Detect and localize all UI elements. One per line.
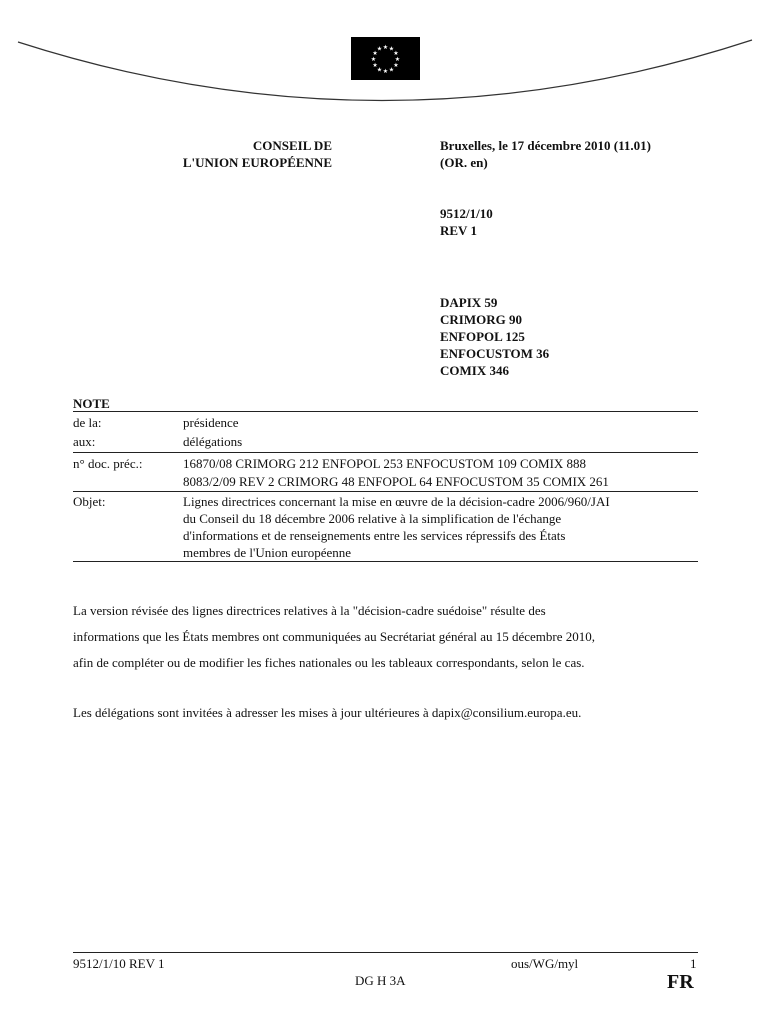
footer-doc-ref: 9512/1/10 REV 1 [73, 956, 165, 971]
date-block [440, 137, 651, 171]
svg-text:★: ★ [388, 66, 395, 74]
prev-doc-value: 8083/2/09 REV 2 CRIMORG 48 ENFOPOL 64 ENFOCUSTOM 35 COMIX 261 [183, 474, 609, 489]
subject-line: du Conseil du 18 décembre 2006 relative à la simplification de l'échange [183, 511, 562, 526]
council-line-2: L'UNION EUROPÉENNE [182, 155, 332, 170]
from-value: présidence [183, 415, 239, 430]
footer-initials: ous/WG/myl [511, 956, 579, 971]
code-item: CRIMORG 90 [440, 312, 522, 327]
prev-doc-value: 16870/08 CRIMORG 212 ENFOPOL 253 ENFOCUSTOM 109 COMIX 888 [183, 456, 587, 471]
subject-line: Lignes directrices concernant la mise en œuvre de la décision-cadre 2006/960/JAI [183, 494, 610, 509]
council-name [150, 137, 332, 171]
svg-text:★: ★ [376, 66, 383, 74]
footer-dg: DG H 3A [355, 973, 406, 988]
svg-text:★: ★ [393, 62, 399, 69]
revision: REV 1 [440, 223, 477, 238]
svg-text:★: ★ [376, 45, 383, 53]
subject-line: d'informations et de renseignements entre les services répressifs des États [183, 528, 566, 543]
doc-number-block [440, 205, 493, 239]
divider [73, 452, 698, 453]
footer-page-number: 1 [690, 956, 697, 971]
svg-text:★: ★ [382, 44, 389, 51]
place-date: Bruxelles, le 17 décembre 2010 (11.01) [440, 138, 651, 153]
paragraph-line: afin de compléter ou de modifier les fiches nationales ou les tableaux correspondants, selon le cas. [73, 655, 585, 670]
eu-flag-emblem-icon [351, 37, 420, 80]
paragraph-line: informations que les États membres ont communiquées au Secrétariat général au 15 décembre 2010, [73, 629, 595, 644]
note-title: NOTE [73, 396, 110, 411]
code-item: ENFOPOL 125 [440, 329, 525, 344]
doc-number: 9512/1/10 [440, 206, 493, 221]
subject-line: membres de l'Union européenne [183, 545, 352, 560]
svg-text:★: ★ [393, 50, 399, 57]
svg-text:★: ★ [372, 50, 378, 57]
divider [73, 491, 698, 492]
divider [73, 561, 698, 562]
code-item: ENFOCUSTOM 36 [440, 346, 550, 361]
subject-label: Objet: [73, 494, 106, 509]
footer-divider [73, 952, 698, 953]
codes-block [440, 294, 549, 379]
paragraph-line: La version révisée des lignes directrices relatives à la "décision-cadre suédoise" résulte des [73, 603, 546, 618]
code-item: COMIX 346 [440, 363, 509, 378]
council-line-1: CONSEIL DE [252, 138, 332, 153]
code-item: DAPIX 59 [440, 295, 498, 310]
to-label: aux: [73, 434, 96, 449]
paragraph-1 [73, 598, 703, 676]
svg-text:★: ★ [394, 56, 401, 63]
divider [73, 411, 698, 412]
paragraph-2: Les délégations sont invitées à adresser les mises à jour ultérieures à dapix@consilium.europa.eu. [73, 705, 582, 720]
svg-text:★: ★ [382, 68, 389, 75]
from-label: de la: [73, 415, 102, 430]
prev-doc-label: n° doc. préc.: [73, 456, 143, 471]
original-language: (OR. en) [440, 155, 488, 170]
svg-text:★: ★ [372, 62, 378, 69]
to-value: délégations [183, 434, 243, 449]
eu-stars-icon [351, 37, 420, 80]
svg-text:★: ★ [388, 45, 395, 53]
footer-language: FR [667, 971, 694, 993]
svg-text:★: ★ [370, 56, 377, 63]
